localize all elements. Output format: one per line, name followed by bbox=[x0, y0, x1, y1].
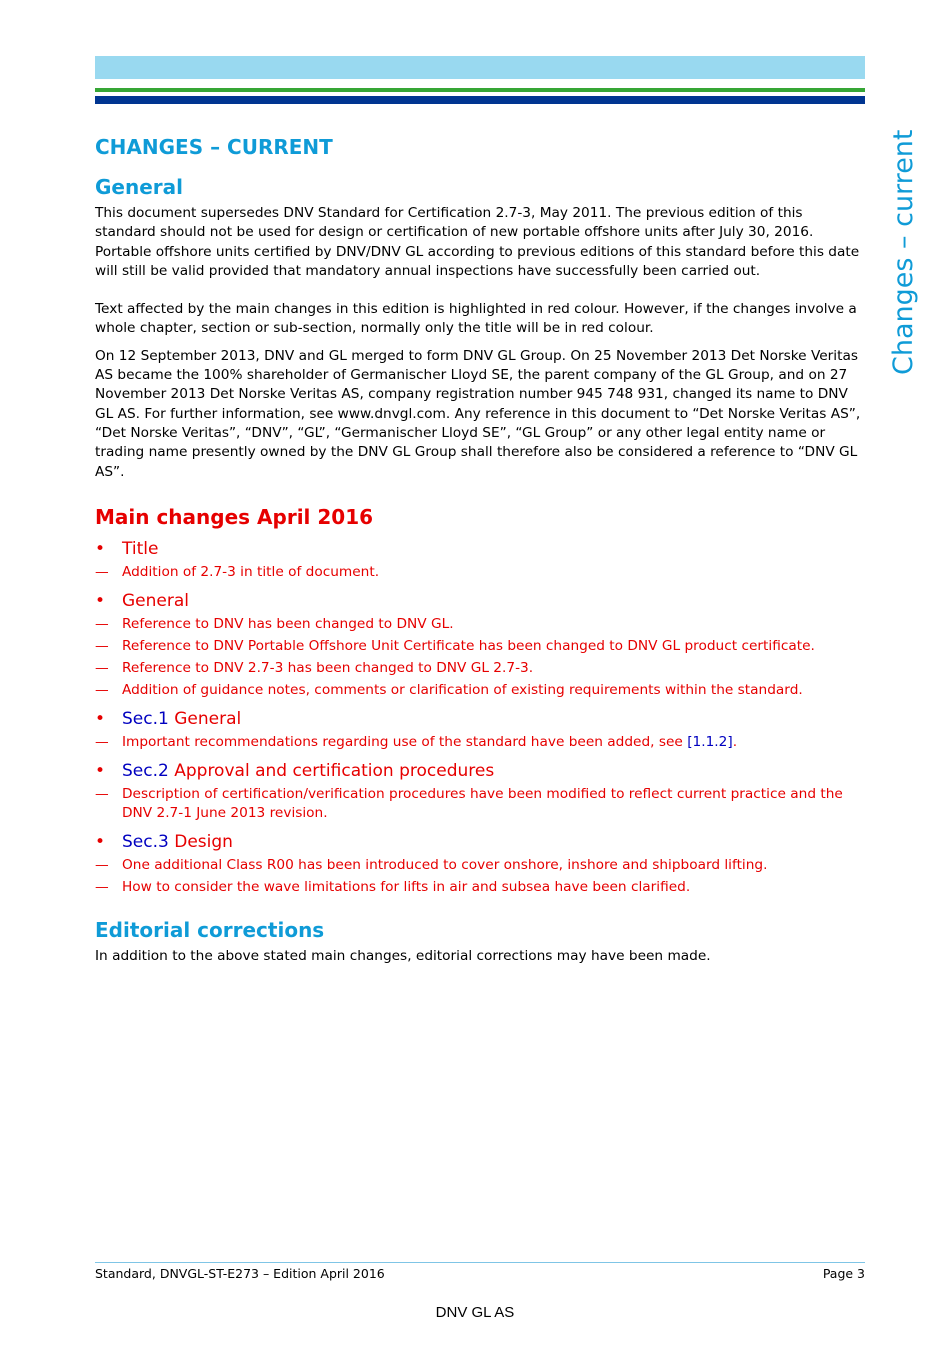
general-paragraph-1: This document supersedes DNV Standard for Certification 2.7-3, May 2011. The previous edition of this standard should not be used for design or certification of new portable offshore units after July 30, 2016. Portable offshore units certified by DNV/DNV GL according to previous editions of this standard before this date will still be valid provided that mandatory annual inspections have successfully been carried out. bbox=[95, 205, 860, 279]
change-item-text: How to consider the wave limitations for lifts in air and subsea have been clarified. bbox=[122, 878, 691, 895]
change-group-label: General bbox=[168, 708, 242, 729]
header-band-blue bbox=[95, 96, 865, 104]
change-item-text: Reference to DNV has been changed to DNV GL. bbox=[122, 615, 454, 632]
dash-symbol: — bbox=[95, 615, 109, 632]
footer-company-name: DNV GL AS bbox=[435, 1304, 515, 1321]
change-group-label: Title bbox=[122, 538, 159, 559]
change-group-heading bbox=[95, 760, 865, 782]
change-group-heading bbox=[95, 708, 865, 730]
change-group-sec2 bbox=[95, 760, 865, 823]
header-band-light bbox=[95, 56, 865, 79]
editorial-heading: Editorial corrections bbox=[95, 917, 325, 942]
bullet-symbol: • bbox=[95, 708, 106, 729]
sec3-link[interactable]: Sec.3 bbox=[122, 831, 169, 852]
editorial-paragraph: In addition to the above stated main changes, editorial corrections may have been made. bbox=[95, 947, 711, 964]
change-item bbox=[95, 615, 865, 634]
change-item-text: Reference to DNV Portable Offshore Unit Certificate has been changed to DNV GL product certificate. bbox=[122, 637, 815, 654]
page-content bbox=[95, 130, 865, 966]
change-item bbox=[95, 659, 865, 678]
bullet-symbol: • bbox=[95, 831, 106, 852]
footer-standard-edition: Standard, DNVGL-ST-E273 – Edition April 2016 bbox=[95, 1266, 385, 1281]
sec1-link[interactable]: Sec.1 bbox=[122, 708, 169, 729]
change-item-text: One additional Class R00 has been introduced to cover onshore, inshore and shipboard lifting. bbox=[122, 856, 768, 873]
change-item-text: Important recommendations regarding use of the standard have been added, see bbox=[122, 733, 688, 750]
general-heading: General bbox=[95, 175, 183, 199]
change-group-label: General bbox=[122, 590, 189, 611]
dash-symbol: — bbox=[95, 733, 109, 750]
change-group-heading bbox=[95, 538, 865, 560]
dash-symbol: — bbox=[95, 563, 109, 580]
change-item-text: Description of certification/verification procedures have been modified to reflect current practice and the DNV 2.7-1 June 2013 revision. bbox=[122, 785, 843, 821]
change-group-sec1 bbox=[95, 708, 865, 752]
change-group-general bbox=[95, 590, 865, 700]
change-item-suffix: . bbox=[732, 733, 738, 750]
change-group-heading bbox=[95, 590, 865, 612]
change-group-title bbox=[95, 538, 865, 582]
dash-symbol: — bbox=[95, 785, 109, 802]
change-item bbox=[95, 856, 865, 875]
dash-symbol: — bbox=[95, 637, 109, 654]
bullet-symbol: • bbox=[95, 590, 106, 611]
dash-symbol: — bbox=[95, 681, 109, 698]
header-band-green bbox=[95, 88, 865, 92]
side-section-title: Changes – current bbox=[888, 129, 919, 375]
change-item-text: Reference to DNV 2.7-3 has been changed to DNV GL 2.7-3. bbox=[122, 659, 534, 676]
dash-symbol: — bbox=[95, 659, 109, 676]
bullet-symbol: • bbox=[95, 760, 106, 781]
general-paragraph-2: Text affected by the main changes in this edition is highlighted in red colour. However, if the changes involve a whole chapter, section or sub-section, normally only the title will be in red colour. bbox=[95, 301, 857, 337]
change-item bbox=[95, 563, 865, 582]
change-item bbox=[95, 681, 865, 700]
bullet-symbol: • bbox=[95, 538, 106, 559]
sec2-link[interactable]: Sec.2 bbox=[122, 760, 169, 781]
reference-link-1-1-2[interactable]: [1.1.2] bbox=[687, 733, 733, 750]
change-group-label: Design bbox=[168, 831, 233, 852]
page-title: CHANGES – CURRENT bbox=[95, 135, 333, 159]
change-group-label: Approval and certification procedures bbox=[168, 760, 495, 781]
dash-symbol: — bbox=[95, 878, 109, 895]
general-paragraph-3: On 12 September 2013, DNV and GL merged to form DNV GL Group. On 25 November 2013 Det Norske Veritas AS became the 100% shareholder of Germanischer Lloyd SE, the parent company of the GL Group, and on 27 November 2013 Det Norske Veritas AS, company registration number 945 748 931, changed its name to DNV GL AS. For further information, see www.dnvgl.com. Any reference in this document to “Det Norske Veritas AS”, “Det Norske Veritas”, “DNV”, “GL”, “Germanischer Lloyd SE”, “GL Group” or any other legal entity name or trading name presently owned by the DNV GL Group shall therefore also be considered a reference to “DNV GL AS”. bbox=[95, 347, 861, 480]
change-item bbox=[95, 878, 865, 897]
change-item-text: Addition of 2.7-3 in title of document. bbox=[122, 563, 380, 580]
change-group-heading bbox=[95, 831, 865, 853]
main-changes-heading: Main changes April 2016 bbox=[95, 504, 374, 529]
footer-page-number: Page 3 bbox=[822, 1266, 865, 1281]
change-item-text: Addition of guidance notes, comments or clarification of existing requirements within the standard. bbox=[122, 681, 803, 698]
change-item bbox=[95, 785, 865, 823]
change-group-sec3 bbox=[95, 831, 865, 897]
change-item bbox=[95, 637, 865, 656]
dash-symbol: — bbox=[95, 856, 109, 873]
change-item bbox=[95, 733, 865, 752]
footer-divider bbox=[95, 1262, 865, 1263]
